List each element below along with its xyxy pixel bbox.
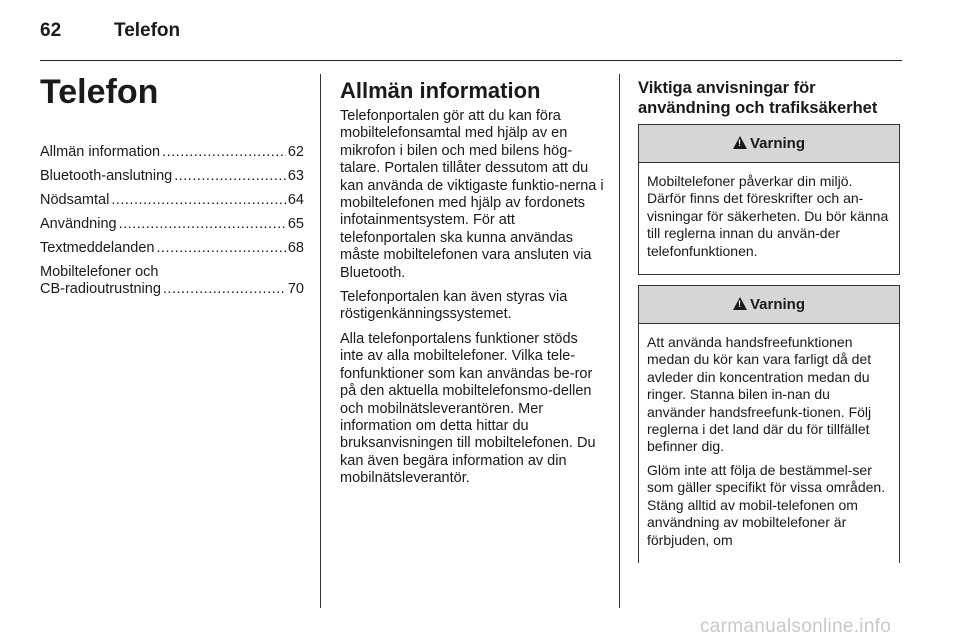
- subsection-title: [638, 78, 900, 118]
- subsection-title-line2: användning och trafiksäkerhet: [638, 99, 878, 117]
- toc-leader: [162, 144, 286, 161]
- header-divider: [40, 60, 902, 61]
- toc-leader: [156, 240, 285, 257]
- warning-header: [639, 125, 899, 163]
- toc-item-label: Textmeddelanden: [40, 240, 155, 256]
- body-paragraph: Telefonportalen gör att du kan föra mobiltelefonsamtal med hjälp av en mikrofon i bilen och med bilens hög-talare. Portalen tillåter dessutom att du kan använda de viktigaste funktio-nerna i mobiltelefonen med hjälp av fordonets infotainmentsystem. För att telefonportalen ska kunna användas måste mobiltelefonen vara ansluten via Bluetooth.: [340, 108, 604, 281]
- toc-item[interactable]: [40, 216, 304, 233]
- toc-item-label-line2: CB-radioutrustning: [40, 281, 161, 297]
- warning-text: Glöm inte att följa de bestämmel-ser som gäller specifikt för vissa områden. Stäng alltid av mobil-telefonen om användning av mobiltelefoner är förbjuden, om: [647, 461, 886, 548]
- subsection-title-line1: Viktiga anvisningar för: [638, 79, 816, 97]
- toc-item-page: 65: [287, 216, 304, 232]
- toc-item-label: Användning: [40, 216, 117, 232]
- body-paragraph: Telefonportalen kan även styras via röstigenkänningssystemet.: [340, 289, 568, 323]
- warning-body: [639, 324, 899, 563]
- toc-column: [40, 72, 304, 298]
- toc-item-label-line1: Mobiltelefoner och: [40, 264, 159, 280]
- section-title: Allmän information: [340, 78, 541, 103]
- warning-header: [639, 286, 899, 324]
- warning-box: [638, 285, 900, 563]
- toc-item-page: 64: [287, 192, 304, 208]
- toc-item-page: 68: [287, 240, 304, 256]
- toc-item[interactable]: [40, 144, 304, 161]
- page-header: [0, 0, 960, 62]
- toc-item-page: 63: [287, 168, 304, 184]
- warning-label: Varning: [749, 135, 805, 152]
- toc-leader: [119, 216, 286, 233]
- page-chapter-title: Telefon: [114, 20, 181, 41]
- page-number: 62: [40, 20, 62, 41]
- warning-body: [639, 163, 899, 274]
- toc-item-page: 70: [287, 281, 304, 297]
- toc-item[interactable]: [40, 168, 304, 185]
- toc-item-label: Bluetooth-anslutning: [40, 168, 173, 184]
- toc-item[interactable]: [40, 240, 304, 257]
- body-paragraph: Alla telefonportalens funktioner stöds inte av alla mobiltelefoner. Vilka tele-fonfunktioner som kan användas be-ror på den aktuella mobiltelefonsmo-dellen och mobilnätsleverantören. Mer information om detta hittar du bruksanvisningen till mobiltelefonen. Du kan även begära information av din mobilnätsleverantör.: [340, 330, 596, 487]
- toc-item-line2: [40, 281, 304, 298]
- main-column: [340, 78, 604, 495]
- toc-leader: [174, 168, 286, 185]
- chapter-title: Telefon: [40, 73, 159, 111]
- toc-item-label: Allmän information: [40, 144, 161, 160]
- warning-label: Varning: [749, 296, 805, 314]
- column-divider-2: [619, 74, 620, 608]
- site-watermark: carmanualsonline.info: [700, 616, 892, 637]
- toc-leader: [163, 281, 286, 298]
- side-column: [638, 78, 900, 563]
- warning-triangle-icon: [733, 136, 747, 149]
- toc-item[interactable]: [40, 192, 304, 209]
- column-divider-1: [320, 74, 321, 608]
- warning-box: [638, 124, 900, 275]
- toc-leader: [111, 192, 286, 209]
- toc-item-label: Nödsamtal: [40, 192, 110, 208]
- warning-text: Att använda handsfreefunktionen medan du kör kan vara farligt då det avleder din koncentration medan du ringer. Stanna bilen in-nan du använder handsfreefunk-tionen. Följ reglerna i det land där du för tillfället befinner dig.: [647, 334, 872, 455]
- toc-item[interactable]: [40, 264, 304, 298]
- toc-item-page: 62: [287, 144, 304, 160]
- warning-text: Mobiltelefoner påverkar din miljö. Därför finns det föreskrifter och an-visningar för säkerheten. Du bör känna till reglerna innan du använ-der telefonfunktionen.: [647, 173, 889, 259]
- warning-triangle-icon: [733, 297, 747, 310]
